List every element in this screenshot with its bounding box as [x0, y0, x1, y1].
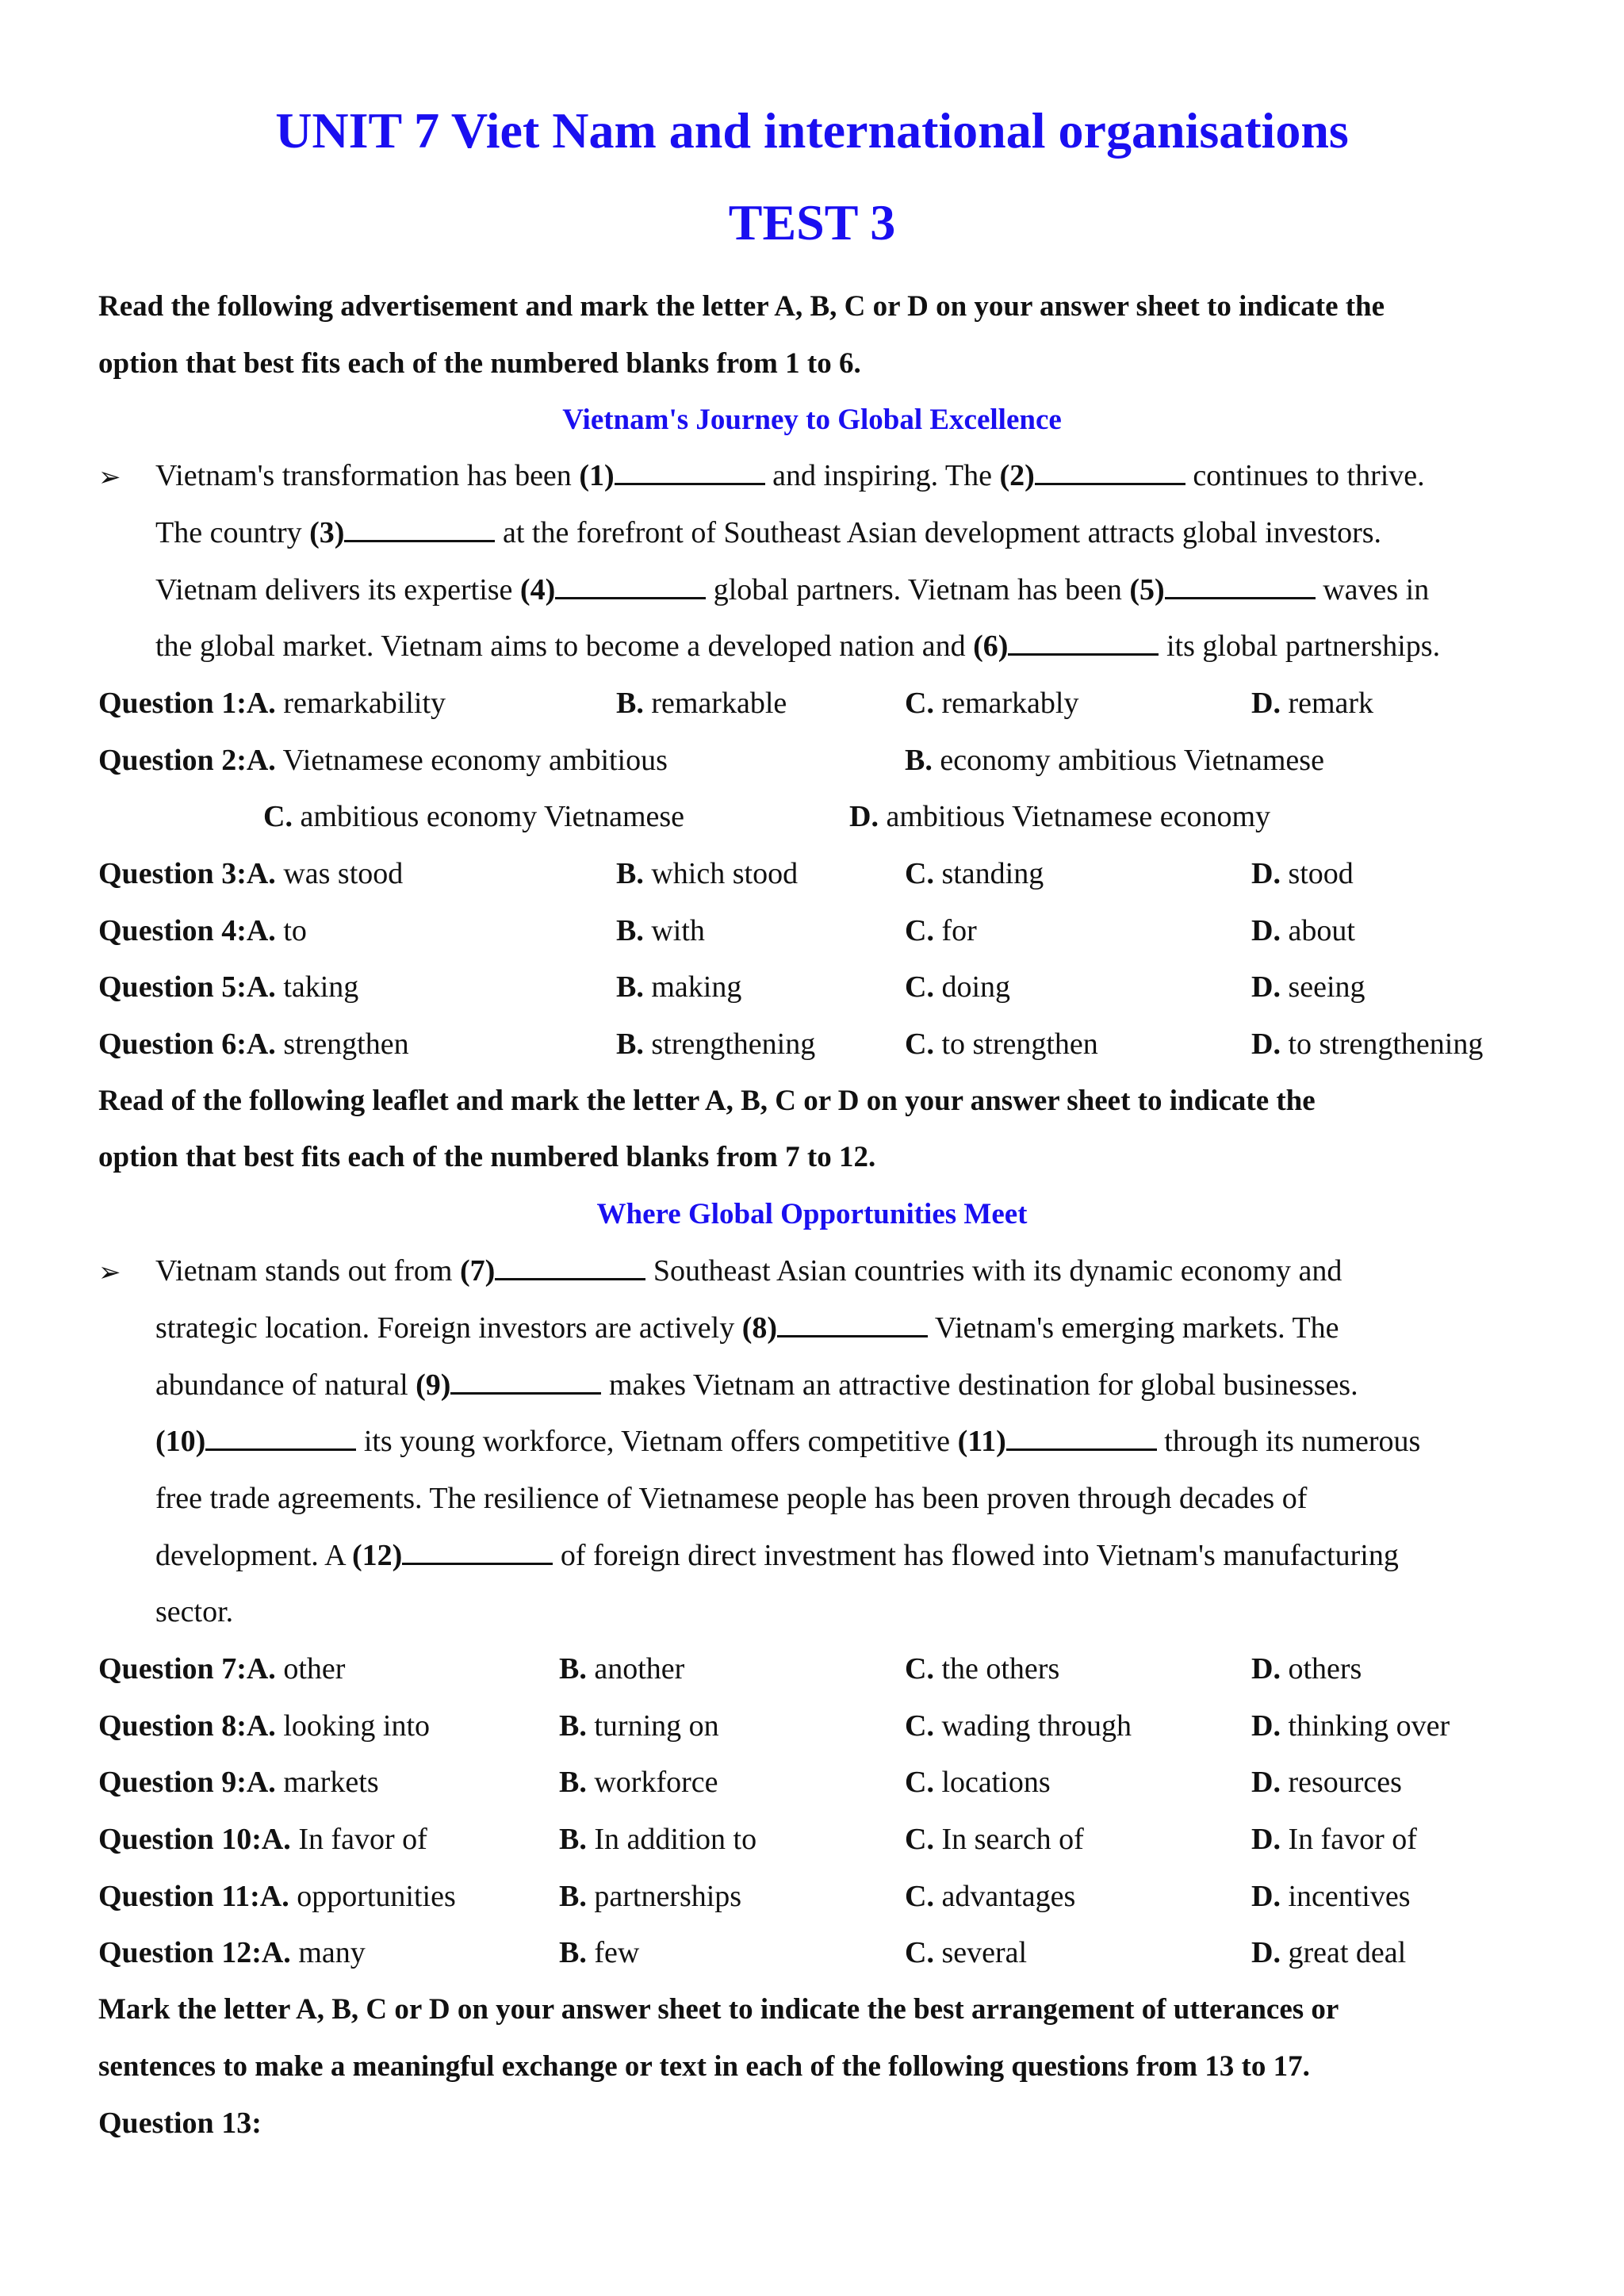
question-7-option-c[interactable]: C. the others	[905, 1652, 1060, 1686]
question-3-option-c[interactable]: C. standing	[905, 857, 1044, 890]
question-7-option-b[interactable]: B. another	[559, 1652, 685, 1686]
passage2-line5: free trade agreements. The resilience of Vietnamese people has been proven through decades of	[155, 1482, 1308, 1515]
passage2-line6: development. A (12) of foreign direct investment has flowed into Vietnam's manufacturing	[155, 1539, 1399, 1572]
passage2-line7: sector.	[155, 1595, 234, 1628]
question-1-option-d[interactable]: D. remark	[1251, 687, 1374, 720]
blank-7	[495, 1254, 645, 1280]
question-7: Question 7:A. other	[98, 1652, 346, 1686]
section3-instruction-line1: Mark the letter A, B, C or D on your answer sheet to indicate the best arrangement of utterances or	[98, 1993, 1339, 2026]
question-1-option-c[interactable]: C. remarkably	[905, 687, 1079, 720]
question-10-option-d[interactable]: D. In favor of	[1251, 1823, 1417, 1856]
blank-1	[615, 459, 765, 485]
question-2: Question 2:A. Vietnamese economy ambitious	[98, 744, 668, 777]
question-6-option-b[interactable]: B. strengthening	[616, 1027, 816, 1061]
question-3: Question 3:A. was stood	[98, 857, 404, 890]
section2-instruction-line2: option that best fits each of the numbered blanks from 7 to 12.	[98, 1141, 876, 1173]
passage2-line3: abundance of natural (9) makes Vietnam an attractive destination for global businesses.	[155, 1368, 1358, 1402]
blank-8	[777, 1311, 928, 1337]
question-6-option-d[interactable]: D. to strengthening	[1251, 1027, 1484, 1061]
passage2-line4: (10) its young workforce, Vietnam offers competitive (11) through its numerous	[155, 1425, 1421, 1458]
passage1-line3: Vietnam delivers its expertise (4) global partners. Vietnam has been (5) waves in	[155, 573, 1430, 607]
section2-instruction-line1: Read of the following leaflet and mark the letter A, B, C or D on your answer sheet to indicate the	[98, 1085, 1316, 1117]
bullet-arrow-icon: ➢	[98, 463, 121, 492]
question-2-option-b[interactable]: B. economy ambitious Vietnamese	[905, 744, 1324, 777]
test-title: TEST 3	[728, 194, 896, 251]
question-5: Question 5:A. taking	[98, 970, 359, 1004]
question-6-option-c[interactable]: C. to strengthen	[905, 1027, 1098, 1061]
blank-5	[1165, 573, 1316, 599]
question-5-option-d[interactable]: D. seeing	[1251, 970, 1365, 1004]
section1-heading: Vietnam's Journey to Global Excellence	[562, 404, 1062, 436]
question-12-option-d[interactable]: D. great deal	[1251, 1936, 1407, 1969]
passage1-line1: Vietnam's transformation has been (1) and inspiring. The (2) continues to thrive.	[155, 459, 1425, 492]
question-2-option-c[interactable]: C. ambitious economy Vietnamese	[263, 800, 685, 833]
blank-11	[1006, 1425, 1157, 1451]
question-12-option-b[interactable]: B. few	[559, 1936, 640, 1969]
question-11-option-c[interactable]: C. advantages	[905, 1880, 1076, 1913]
question-9-option-d[interactable]: D. resources	[1251, 1766, 1402, 1799]
question-12: Question 12:A. many	[98, 1936, 366, 1969]
question-8-option-d[interactable]: D. thinking over	[1251, 1709, 1450, 1743]
blank-10	[205, 1425, 356, 1451]
question-10: Question 10:A. In favor of	[98, 1823, 427, 1856]
question-4-option-c[interactable]: C. for	[905, 914, 977, 947]
blank-9	[450, 1368, 601, 1395]
question-6: Question 6:A. strengthen	[98, 1027, 409, 1061]
question-2-option-d[interactable]: D. ambitious Vietnamese economy	[849, 800, 1271, 833]
passage2-line2: strategic location. Foreign investors are actively (8) Vietnam's emerging markets. The	[155, 1311, 1339, 1345]
passage2-line1: Vietnam stands out from (7) Southeast Asian countries with its dynamic economy and	[155, 1254, 1342, 1288]
question-11: Question 11:A. opportunities	[98, 1880, 456, 1913]
question-8-option-b[interactable]: B. turning on	[559, 1709, 719, 1743]
question-10-option-b[interactable]: B. In addition to	[559, 1823, 757, 1856]
question-3-option-d[interactable]: D. stood	[1251, 857, 1354, 890]
section3-instruction-line2: sentences to make a meaningful exchange or text in each of the following questions from 13 to 17.	[98, 2050, 1310, 2083]
passage1-line2: The country (3) at the forefront of Southeast Asian development attracts global investors.	[155, 516, 1382, 549]
question-12-option-c[interactable]: C. several	[905, 1936, 1028, 1969]
page-title: UNIT 7 Viet Nam and international organisations	[275, 102, 1349, 159]
question-4-option-d[interactable]: D. about	[1251, 914, 1355, 947]
question-10-option-c[interactable]: C. In search of	[905, 1823, 1084, 1856]
question-8-option-c[interactable]: C. wading through	[905, 1709, 1132, 1743]
question-9-option-b[interactable]: B. workforce	[559, 1766, 718, 1799]
blank-3	[344, 516, 495, 542]
blank-2	[1035, 459, 1185, 485]
section1-instruction-line2: option that best fits each of the numbered blanks from 1 to 6.	[98, 347, 861, 380]
question-1-option-b[interactable]: B. remarkable	[616, 687, 787, 720]
question-1: Question 1:A. remarkability	[98, 687, 446, 720]
question-5-option-c[interactable]: C. doing	[905, 970, 1011, 1004]
question-13-label: Question 13:	[98, 2107, 262, 2140]
question-3-option-b[interactable]: B. which stood	[616, 857, 799, 890]
blank-12	[402, 1539, 553, 1565]
blank-4	[555, 573, 706, 599]
section1-instruction-line1: Read the following advertisement and mark the letter A, B, C or D on your answer sheet to indicate the	[98, 290, 1385, 323]
question-11-option-b[interactable]: B. partnerships	[559, 1880, 742, 1913]
question-9: Question 9:A. markets	[98, 1766, 379, 1799]
bullet-arrow-icon: ➢	[98, 1258, 121, 1288]
question-4-option-b[interactable]: B. with	[616, 914, 705, 947]
question-4: Question 4:A. to	[98, 914, 307, 947]
section2-heading: Where Global Opportunities Meet	[596, 1198, 1028, 1230]
question-8: Question 8:A. looking into	[98, 1709, 431, 1743]
question-5-option-b[interactable]: B. making	[616, 970, 742, 1004]
passage1-line4: the global market. Vietnam aims to become a developed nation and (6) its global partnerships.	[155, 629, 1441, 663]
blank-6	[1008, 629, 1159, 656]
question-9-option-c[interactable]: C. locations	[905, 1766, 1051, 1799]
question-7-option-d[interactable]: D. others	[1251, 1652, 1362, 1686]
question-11-option-d[interactable]: D. incentives	[1251, 1880, 1411, 1913]
